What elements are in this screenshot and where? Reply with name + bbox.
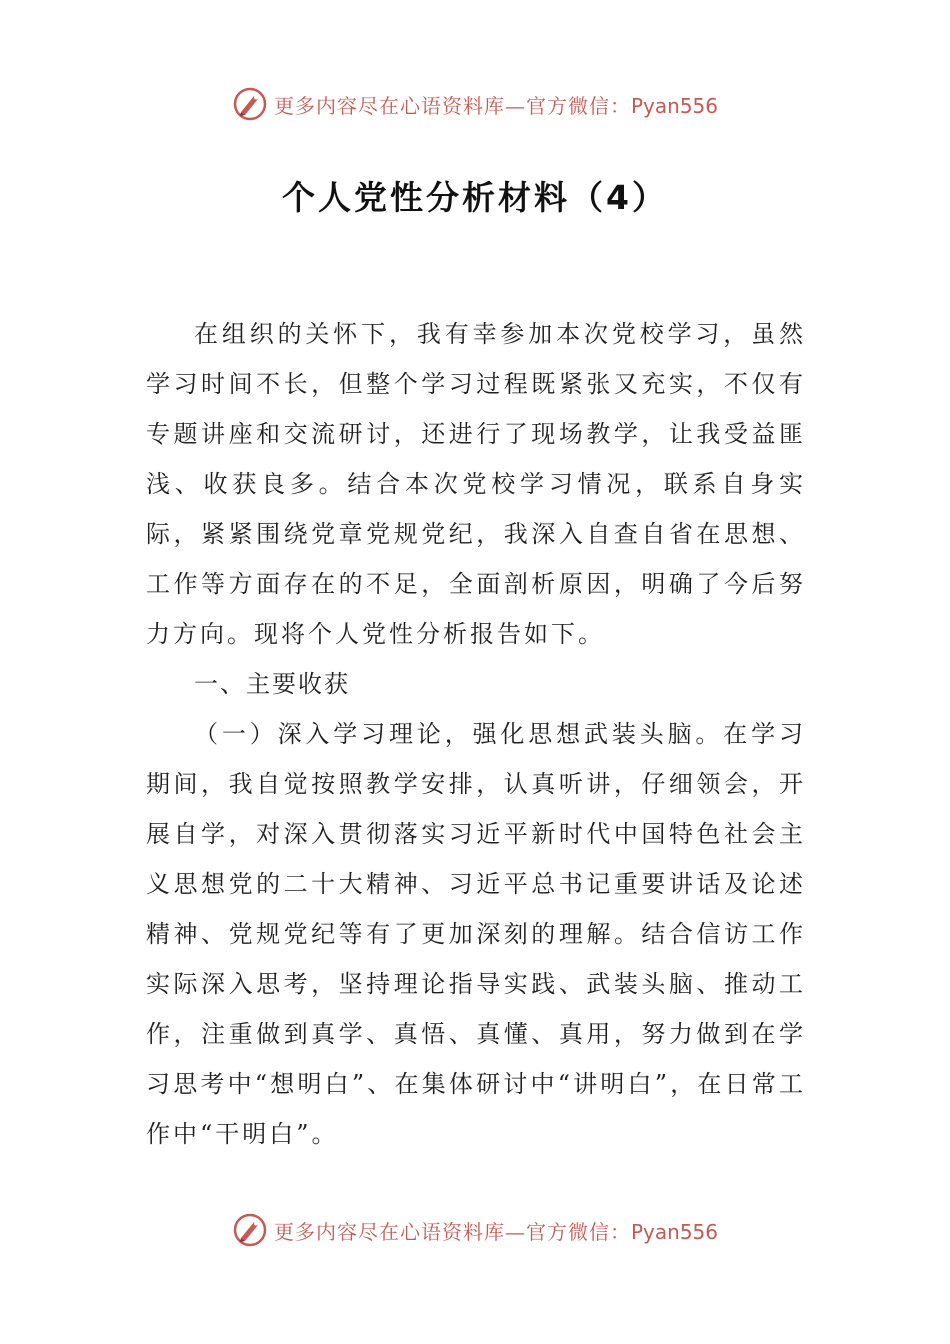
pen-logo-icon xyxy=(232,1212,268,1248)
banner-text: 更多内容尽在心语资料库—官方微信：Pyan556 xyxy=(273,93,718,118)
subsection-paragraph: （一）深入学习理论，强化思想武装头脑。在学习期间，我自觉按照教学安排，认真听讲，仔细领会，开展自学，对深入贯彻落实习近平新时代中国特色社会主义思想党的二十大精神、习近平总书记重要讲话及论述精神、党规党纪等有了更加深刻的理解。结合信访工作实际深入思考，坚持理论指导实践、武装头脑、推动工作，注重做到真学、真悟、真懂、真用，努力做到在学习思考中“想明白”、在集体研讨中“讲明白”，在日常工作中“干明白”。 xyxy=(146,720,806,1148)
wechat-id: Pyan556 xyxy=(630,93,718,118)
header-banner xyxy=(0,82,950,126)
document-body xyxy=(146,309,806,1159)
pen-logo-icon xyxy=(232,86,268,122)
section-heading: 一、主要收获 xyxy=(194,670,350,698)
intro-paragraph: 在组织的关怀下，我有幸参加本次党校学习，虽然学习时间不长，但整个学习过程既紧张又充实，不仅有专题讲座和交流研讨，还进行了现场教学，让我受益匪浅、收获良多。结合本次党校学习情况，联系自身实际，紧紧围绕党章党规党纪，我深入自查自省在思想、工作等方面存在的不足，全面剖析原因，明确了今后努力方向。现将个人党性分析报告如下。 xyxy=(146,320,806,648)
banner-text: 更多内容尽在心语资料库—官方微信：Pyan556 xyxy=(273,1219,718,1244)
footer-banner xyxy=(0,1208,950,1252)
document-title: 个人党性分析材料（4） xyxy=(282,178,668,217)
wechat-id: Pyan556 xyxy=(630,1219,718,1244)
